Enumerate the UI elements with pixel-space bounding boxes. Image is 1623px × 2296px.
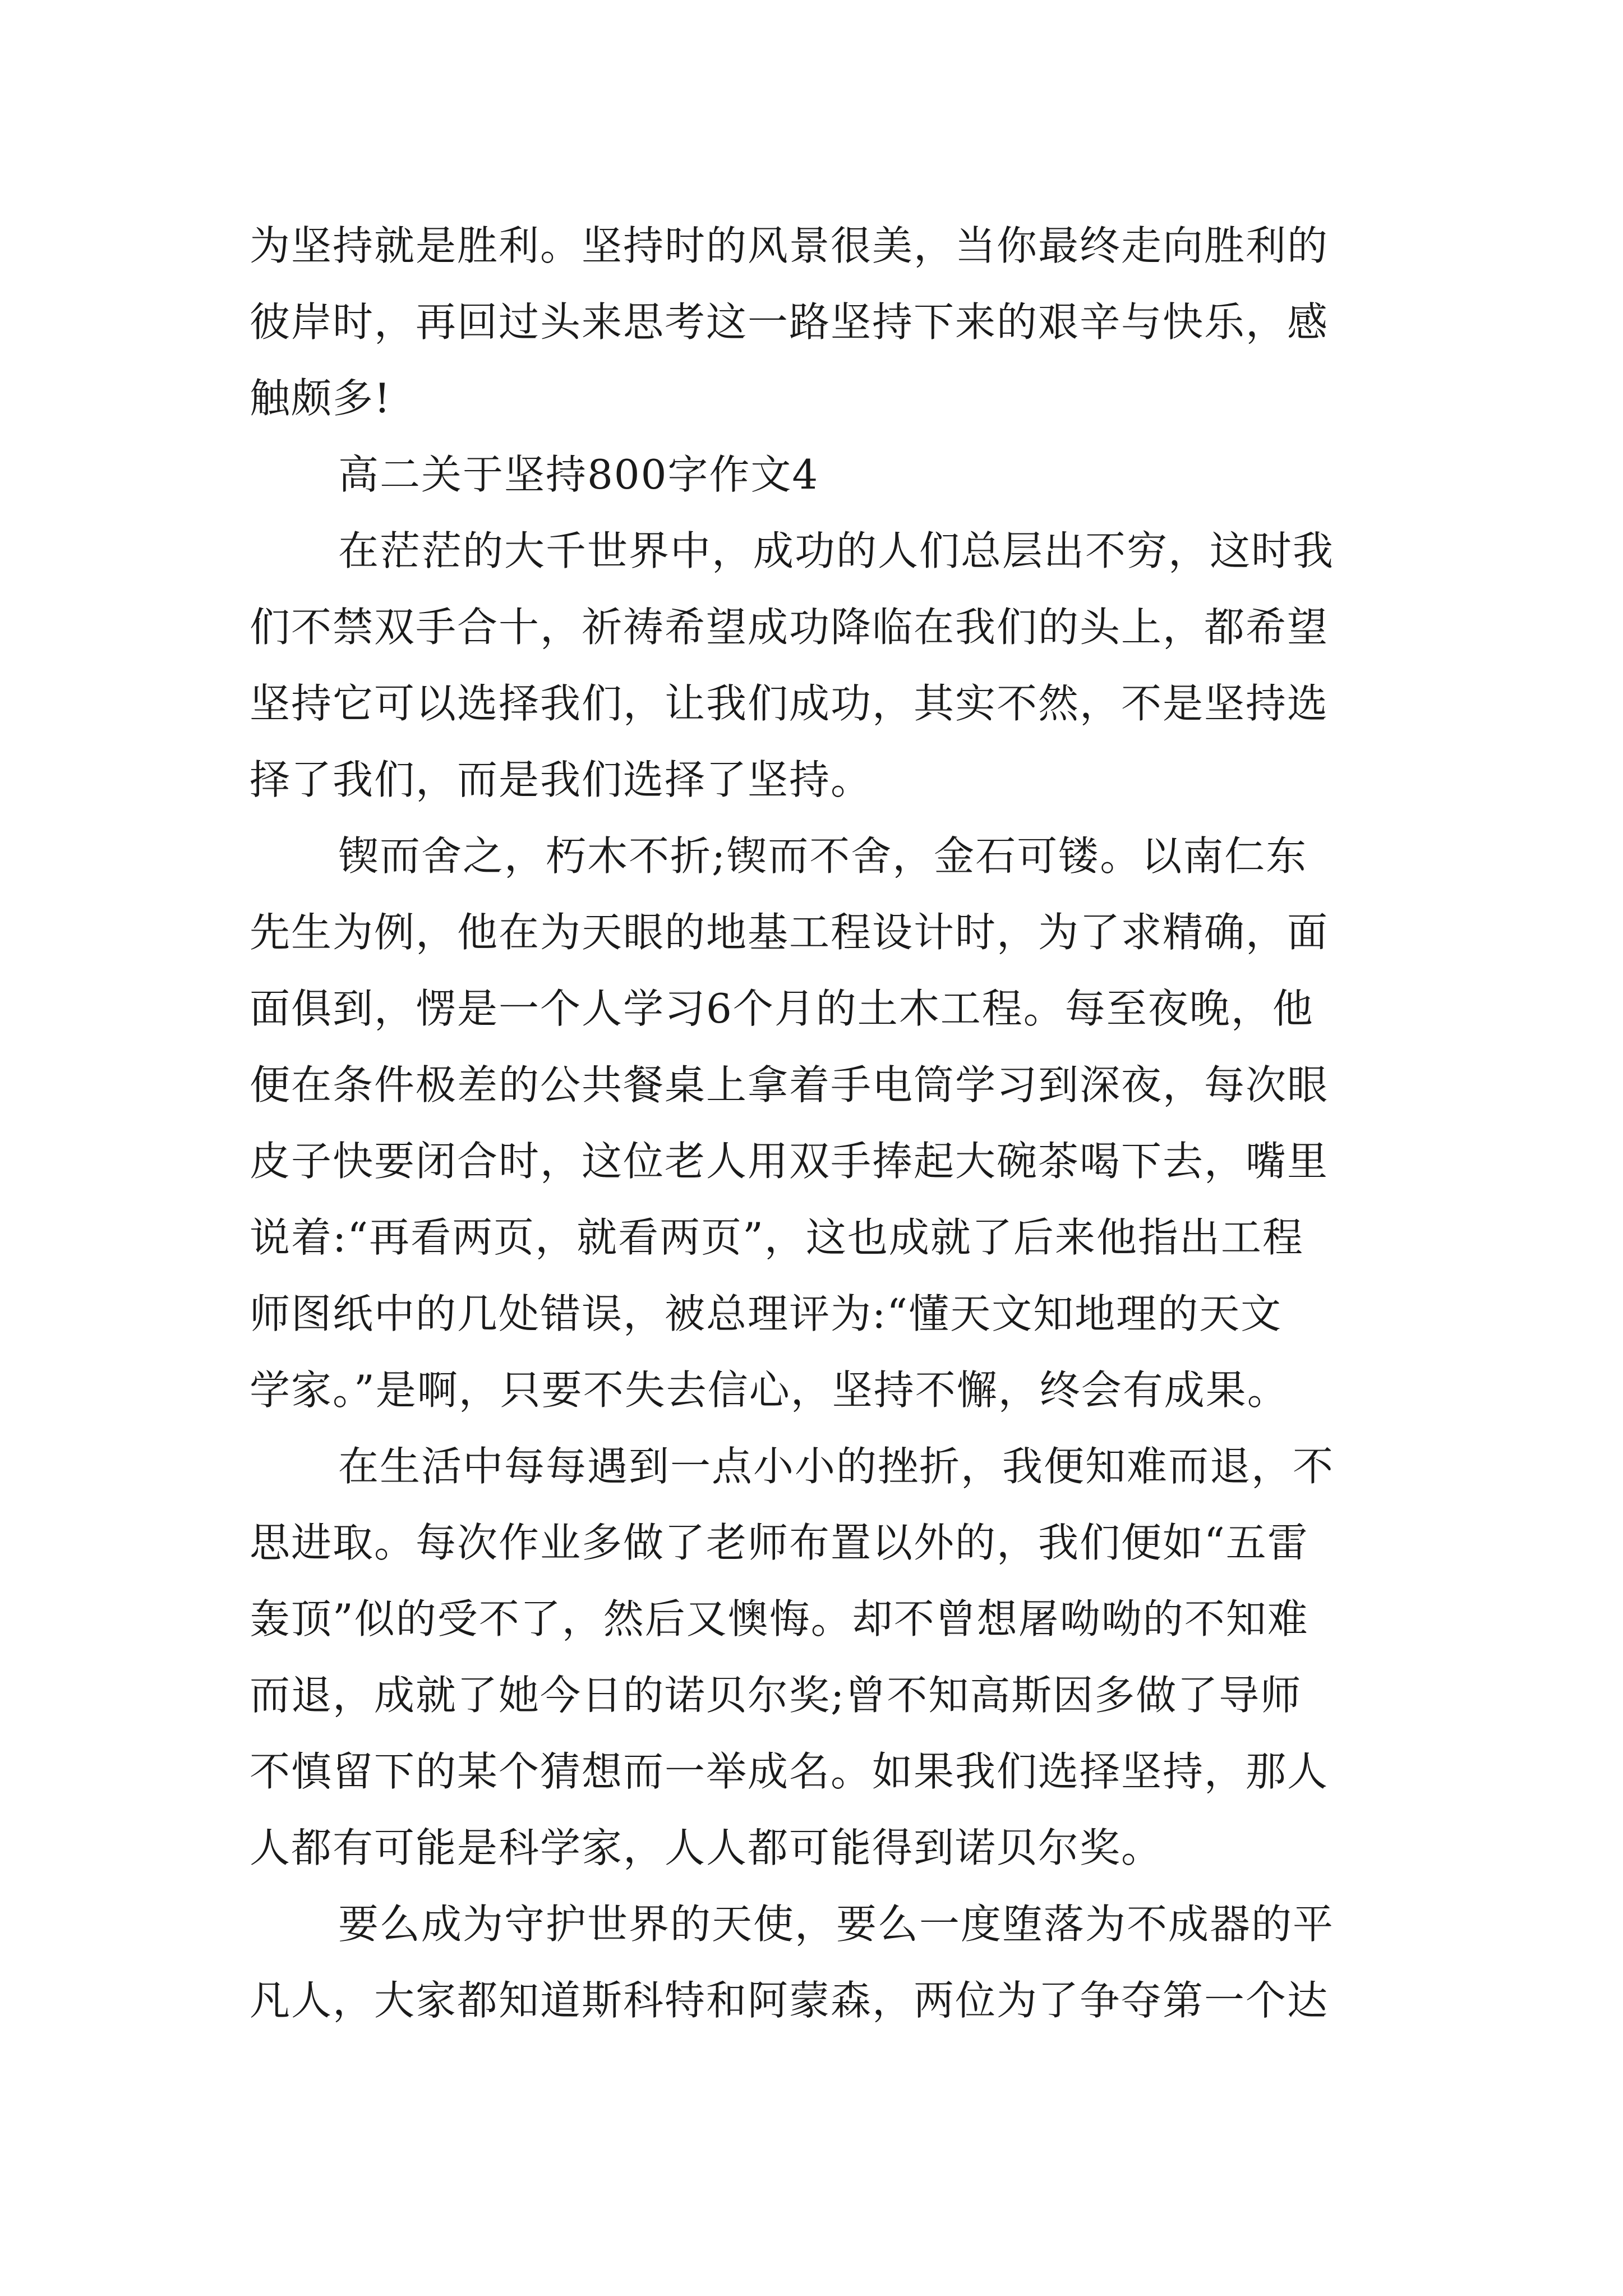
text-line: 学家。”是啊，只要不失去信心，坚持不懈，终会有成果。 xyxy=(250,1366,1289,1414)
text-line: 触颇多! xyxy=(250,375,391,422)
text-line: 面俱到，愣是一个人学习6个月的土木工程。每至夜晚，他 xyxy=(250,985,1314,1032)
text-line: 而退，成就了她今日的诺贝尔奖;曾不知高斯因多做了导师 xyxy=(250,1672,1302,1719)
essay-heading: 高二关于坚持800字作文4 xyxy=(338,451,819,498)
text-line: 师图纸中的几处错误，被总理评为:“懂天文知地理的天文 xyxy=(250,1290,1283,1337)
document-body xyxy=(250,208,1377,2039)
text-line: 为坚持就是胜利。坚持时的风景很美，当你最终走向胜利的 xyxy=(250,222,1329,269)
text-line: 凡人，大家都知道斯科特和阿蒙森，两位为了争夺第一个达 xyxy=(250,1977,1329,2024)
text-line: 皮子快要闭合时，这位老人用双手捧起大碗茶喝下去，嘴里 xyxy=(250,1138,1329,1185)
text-line: 们不禁双手合十，祈祷希望成功降临在我们的头上，都希望 xyxy=(250,604,1329,651)
text-line: 先生为例，他在为天眼的地基工程设计时，为了求精确，面 xyxy=(250,909,1329,956)
text-line: 人都有可能是科学家，人人都可能得到诺贝尔奖。 xyxy=(250,1824,1163,1871)
text-line: 说着:“再看两页，就看两页”，这也成就了后来他指出工程 xyxy=(250,1214,1304,1261)
text-line: 不慎留下的某个猜想而一举成名。如果我们选择坚持，那人 xyxy=(250,1748,1329,1795)
text-line: 便在条件极差的公共餐桌上拿着手电筒学习到深夜，每次眼 xyxy=(250,1061,1329,1108)
paragraph-first-line: 要么成为守护世界的天使，要么一度堕落为不成器的平 xyxy=(338,1901,1335,1948)
text-line: 择了我们，而是我们选择了坚持。 xyxy=(250,756,873,803)
text-line: 思进取。每次作业多做了老师布置以外的，我们便如“五雷 xyxy=(250,1519,1309,1566)
text-line: 彼岸时，再回过头来思考这一路坚持下来的艰辛与快乐，感 xyxy=(250,298,1329,346)
text-line: 轰顶”似的受不了，然后又懊悔。却不曾想屠呦呦的不知难 xyxy=(250,1595,1309,1642)
paragraph-first-line: 在生活中每每遇到一点小小的挫折，我便知难而退，不 xyxy=(338,1443,1335,1490)
paragraph-first-line: 锲而舍之，朽木不折;锲而不舍，金石可镂。以南仁东 xyxy=(338,832,1308,880)
paragraph-first-line: 在茫茫的大千世界中，成功的人们总层出不穷，这时我 xyxy=(338,527,1335,574)
text-line: 坚持它可以选择我们，让我们成功，其实不然，不是坚持选 xyxy=(250,680,1329,727)
